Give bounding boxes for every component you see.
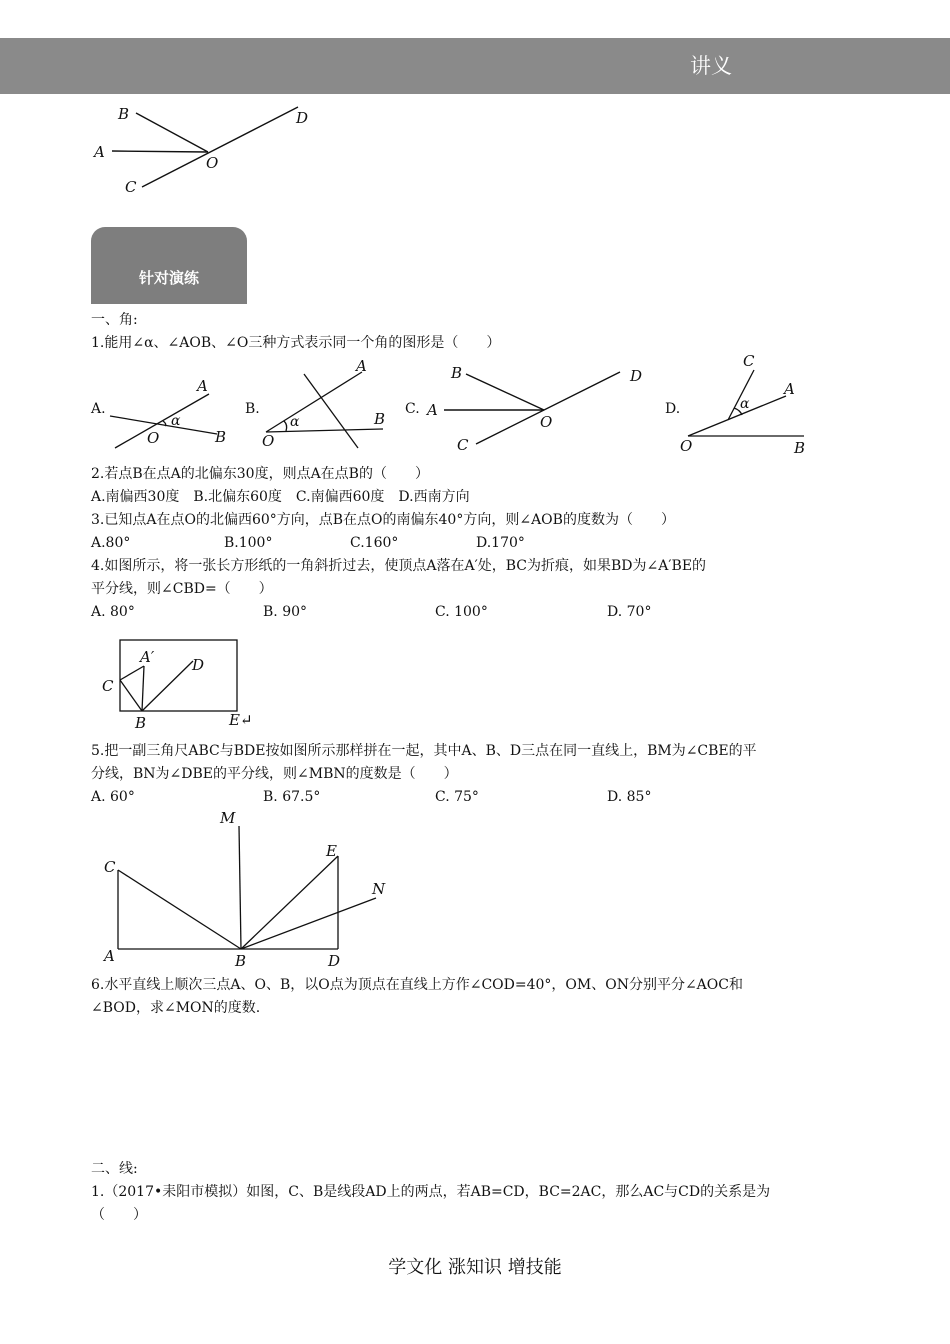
fig-c-label-A: A — [427, 401, 438, 419]
fig5-label-D: D — [328, 952, 341, 970]
fig4-label-B: B — [135, 714, 147, 732]
fig4-label-C: C — [102, 677, 114, 695]
top-figure — [90, 100, 330, 200]
q1-option-a: A. — [91, 401, 106, 417]
q3-text: 3.已知点A在点O的北偏西60°方向，点B在点O的南偏东40°方向，则∠AOB的度数为（ ） — [91, 512, 675, 528]
label-A: A — [94, 143, 105, 161]
fig-a-label-O: O — [147, 429, 160, 447]
label-D: D — [296, 109, 309, 127]
q6-line2: ∠BOD，求∠MON的度数. — [91, 1000, 261, 1016]
q1-figure-a — [105, 372, 235, 452]
q1-figure-b — [258, 358, 398, 450]
q2-text: 2.若点B在点A的北偏东30度，则点A在点B的（ ） — [91, 466, 429, 482]
label-O: O — [206, 154, 219, 172]
fig5-label-E: E — [326, 842, 337, 860]
fig-d-label-C: C — [743, 352, 755, 370]
footer-slogan: 学文化 涨知识 增技能 — [388, 1257, 562, 1278]
q4-figure — [98, 636, 268, 734]
q6-line1: 6.水平直线上顺次三点A、O、B，以O点为顶点在直线上方作∠COD=40°，OM、ON分别平分∠AOC和 — [91, 977, 743, 993]
q5-option-d: D. 85° — [607, 789, 652, 805]
q4-option-d: D. 70° — [607, 604, 652, 620]
fig-d-label-B: B — [794, 439, 806, 457]
fig5-label-N: N — [372, 880, 386, 898]
q5-option-c: C. 75° — [435, 789, 479, 805]
fig-a-label-B: B — [215, 428, 227, 446]
fig-c-label-D: D — [630, 367, 643, 385]
part2-q1-line1: 1.（2017•耒阳市模拟）如图，C、B是线段AD上的两点，若AB=CD，BC=2AC，那么AC与CD的关系是为 — [91, 1184, 771, 1200]
fig-a-label-alpha: α — [171, 413, 181, 429]
fig5-label-M: M — [220, 809, 236, 827]
q4-option-a: A. 80° — [91, 604, 135, 620]
fig-c-label-B: B — [451, 364, 463, 382]
fig-c-label-O: O — [540, 413, 553, 431]
fig-d-label-alpha: α — [740, 396, 750, 412]
q4-line1: 4.如图所示，将一张长方形纸的一角斜折过去，使顶点A落在A′处，BC为折痕，如果BD为∠A′BE的 — [91, 558, 707, 574]
fig-b-label-A: A — [356, 357, 367, 375]
q2-options: A.南偏西30度 B.北偏东60度 C.南偏西60度 D.西南方向 — [91, 489, 470, 505]
q5-line2: 分线，BN为∠DBE的平分线，则∠MBN的度数是（ ） — [91, 766, 458, 782]
q3-option-a: A.80° — [91, 535, 131, 551]
section-tab-label: 针对演练 — [138, 269, 199, 287]
q3-option-b: B.100° — [224, 535, 273, 551]
fig-b-label-alpha: α — [290, 414, 300, 430]
q4-option-b: B. 90° — [263, 604, 308, 620]
fig5-label-C: C — [104, 858, 116, 876]
q5-line1: 5.把一副三角尺ABC与BDE按如图所示那样拼在一起，其中A、B、D三点在同一直线上，BM为∠CBE的平 — [91, 743, 757, 759]
fig-c-label-C: C — [457, 436, 469, 454]
part1-heading: 一、角: — [91, 312, 138, 328]
q1-text: 1.能用∠α、∠AOB、∠O三种方式表示同一个角的图形是（ ） — [91, 335, 501, 351]
header-bar — [0, 38, 950, 94]
q1-option-c: C. — [405, 401, 420, 417]
q1-figure-d — [678, 350, 828, 460]
fig-a-label-A: A — [197, 377, 208, 395]
q3-option-c: C.160° — [350, 535, 399, 551]
q1-option-d: D. — [665, 401, 681, 417]
q5-option-a: A. 60° — [91, 789, 135, 805]
fig-b-label-O: O — [262, 432, 275, 450]
header-title: 讲义 — [690, 54, 732, 78]
fig-b-label-B: B — [374, 410, 386, 428]
q4-line2: 平分线，则∠CBD=（ ） — [91, 581, 273, 597]
section-tab — [91, 227, 247, 304]
part2-heading: 二、线: — [91, 1161, 138, 1177]
fig-d-label-A: A — [784, 380, 795, 398]
fig4-label-E: E↵ — [229, 711, 253, 729]
fig5-label-B: B — [235, 952, 247, 970]
q1-figure-c — [420, 360, 660, 460]
q3-option-d: D.170° — [476, 535, 525, 551]
q5-option-b: B. 67.5° — [263, 789, 321, 805]
q5-figure — [98, 806, 398, 972]
fig4-label-Aprime: A′ — [140, 648, 155, 666]
q4-option-c: C. 100° — [435, 604, 488, 620]
fig4-label-D: D — [192, 656, 205, 674]
label-B: B — [118, 105, 130, 123]
q1-option-b: B. — [245, 401, 260, 417]
label-C: C — [125, 178, 137, 196]
part2-q1-line2: （ ） — [91, 1207, 147, 1223]
fig5-label-A: A — [104, 947, 115, 965]
fig-d-label-O: O — [680, 437, 693, 455]
